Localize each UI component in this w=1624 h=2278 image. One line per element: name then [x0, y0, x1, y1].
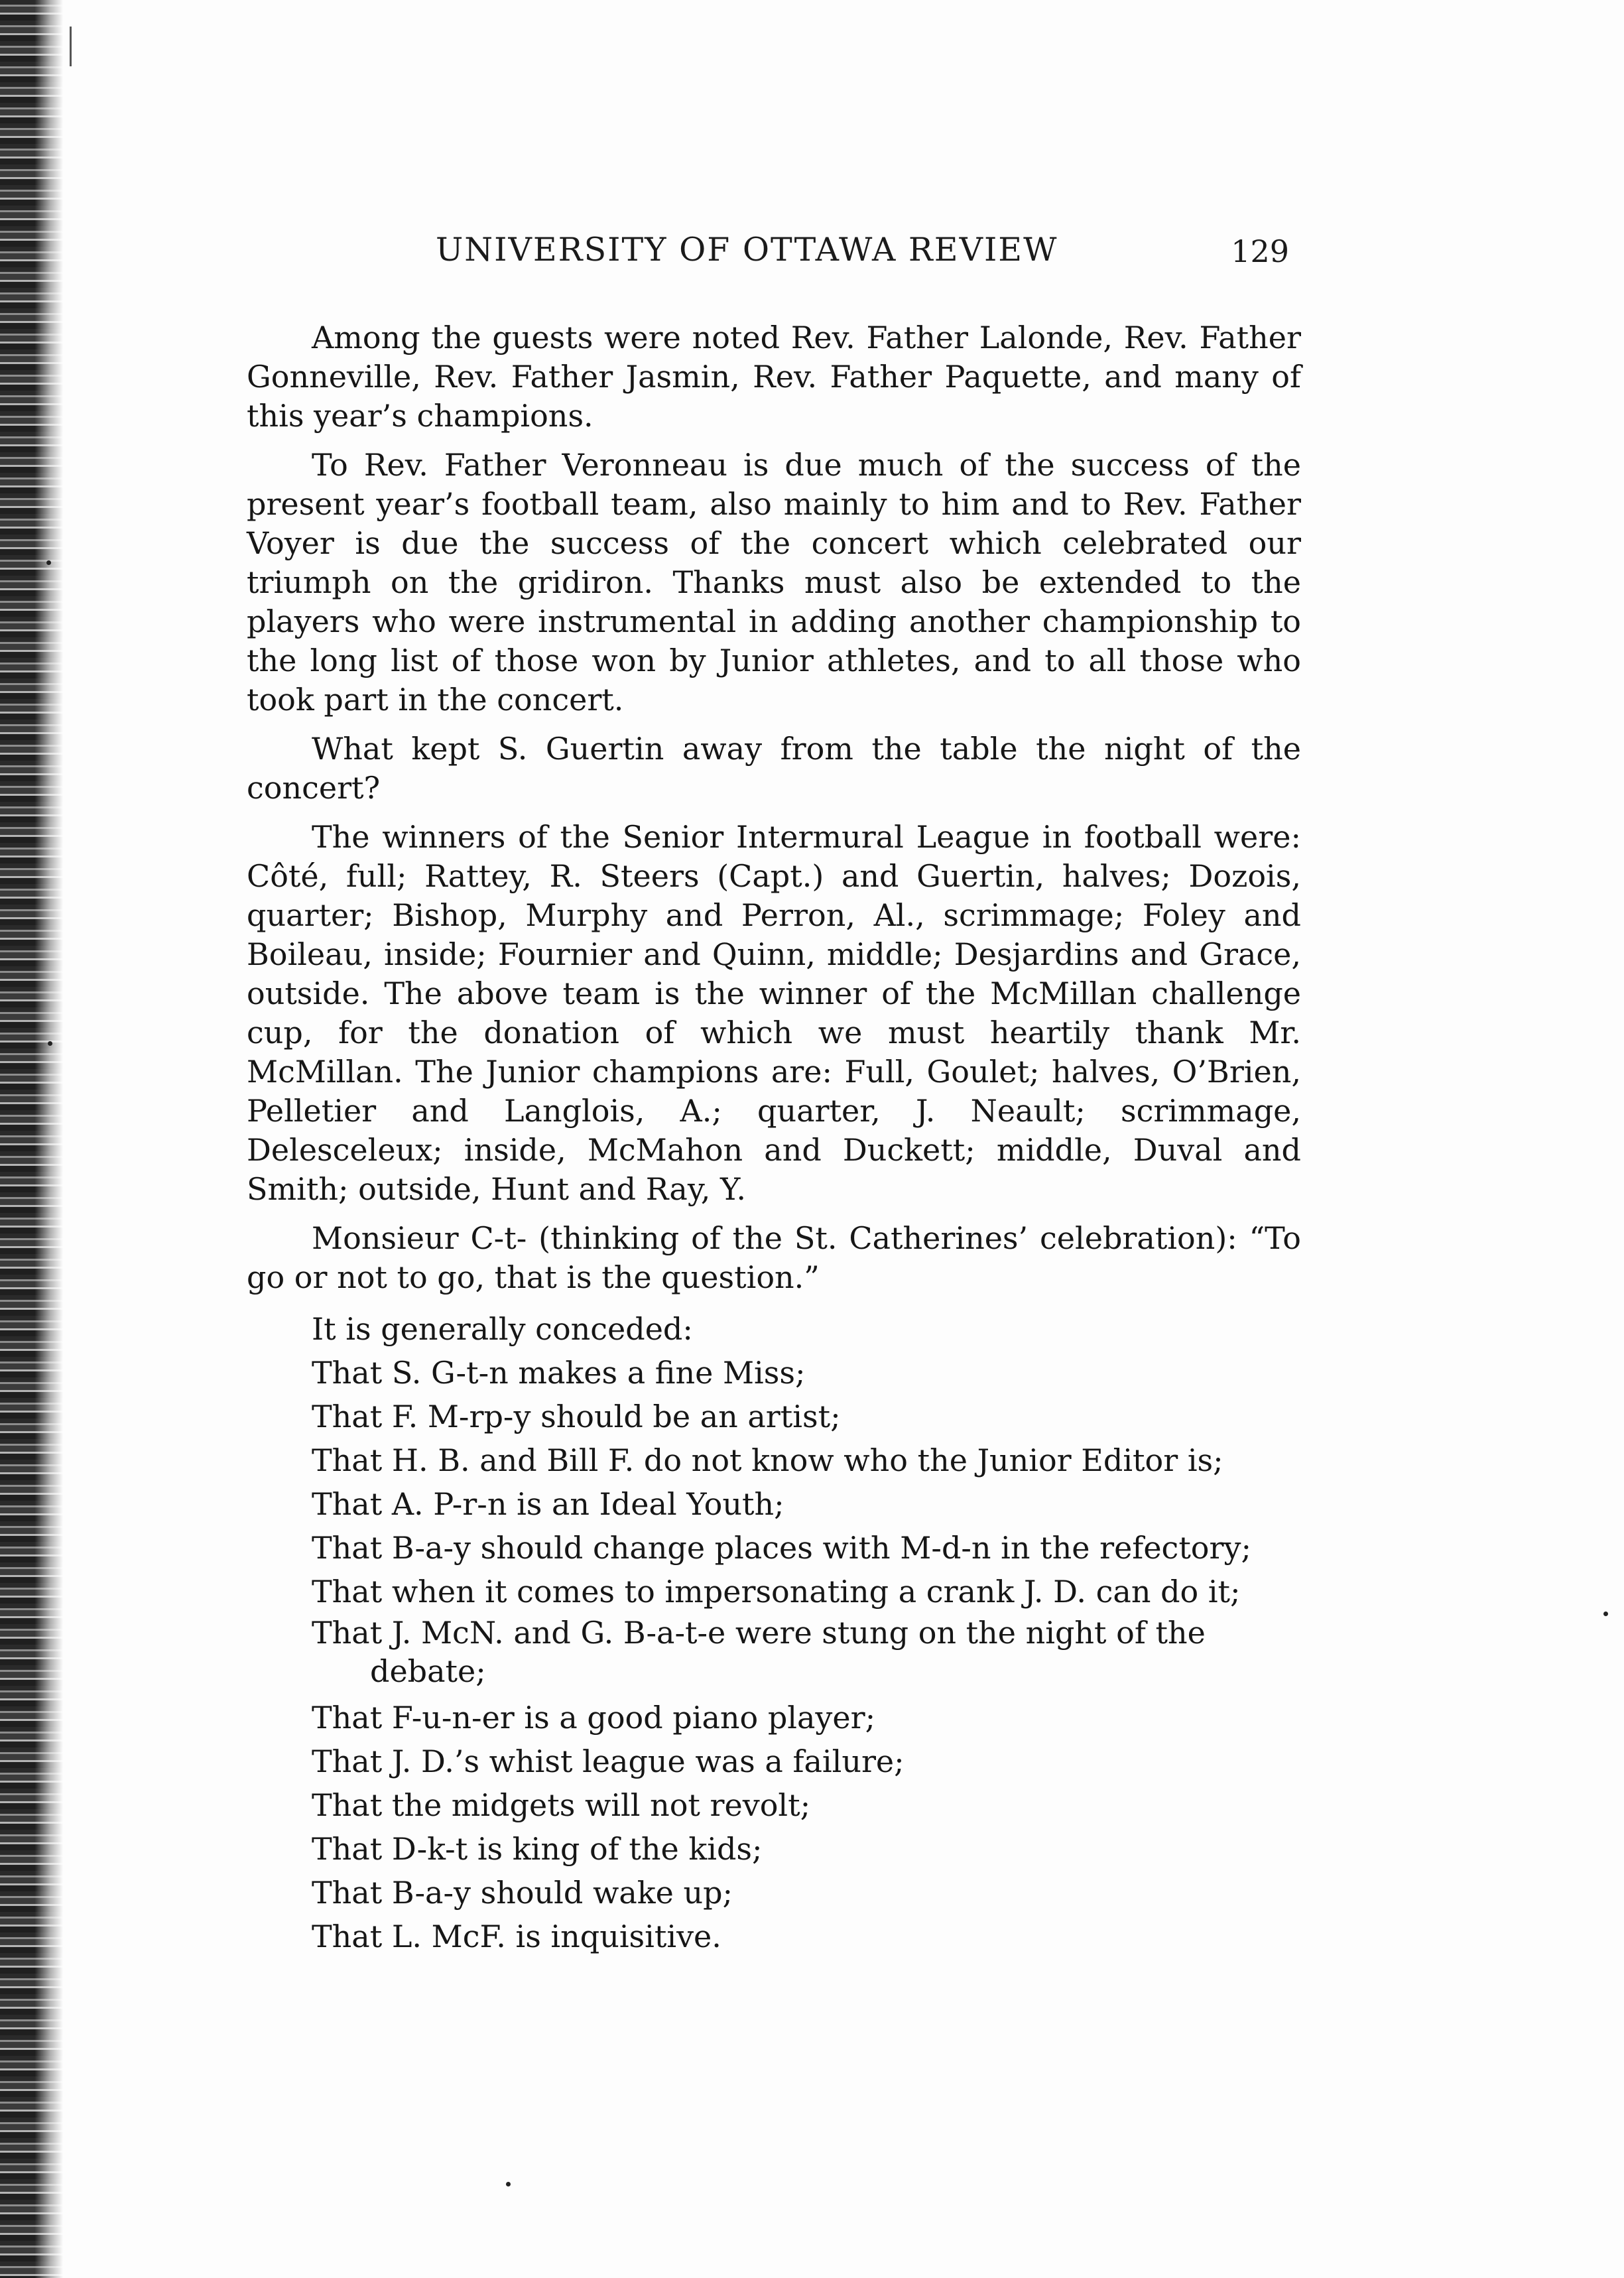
scan-speck: [48, 1041, 52, 1046]
list-item: That B-a-y should change places with M-d-n in the refectory;: [312, 1530, 1251, 1566]
conceded-intro: It is generally conceded:: [312, 1311, 693, 1347]
list-item: That F. M-rp-y should be an artist;: [312, 1399, 841, 1434]
scan-speck: [46, 560, 51, 565]
running-head: [247, 219, 1301, 279]
scan-mark: [70, 27, 72, 66]
list-item: That B-a-y should wake up;: [312, 1875, 733, 1911]
conceded-list: [247, 1307, 1301, 1958]
list-item: That F-u-n-er is a good piano player;: [312, 1700, 876, 1736]
paragraph-guests: Among the guests were noted Rev. Father Lalonde, Rev. Father Gonneville, Rev. Father Jasmin, Rev. Father Paquette, and many of this year’s champions.: [247, 320, 1301, 434]
list-item: That S. G-t-n makes a fine Miss;: [312, 1355, 806, 1391]
list-item: That L. McF. is inquisitive.: [312, 1919, 721, 1954]
paragraph-question: What kept S. Guertin away from the table the night of the concert?: [247, 731, 1301, 806]
journal-title: UNIVERSITY OF OTTAWA REVIEW: [436, 231, 1058, 269]
list-item-line: That J. McN. and G. B-a-t-e were stung on the night of the: [312, 1615, 1206, 1651]
list-item: [247, 1614, 1301, 1690]
binding-edge: [0, 0, 63, 2278]
article-body: [247, 318, 1301, 1958]
paragraph-monsieur: Monsieur C-t- (thinking of the St. Catherines’ celebration): “To go or not to go, that is the question.”: [247, 1220, 1301, 1295]
list-item: That H. B. and Bill F. do not know who the Junior Editor is;: [312, 1442, 1223, 1478]
page-number: 129: [1231, 233, 1289, 269]
scan-speck: [506, 2182, 511, 2186]
paragraph-thanks: To Rev. Father Veronneau is due much of the success of the present year’s football team, also mainly to him and to Rev. Father Voyer is due the success of the concert which celebrated our triumph on the gridiron. Thanks must also be extended to the players who were instrumental in adding another championship to the long list of those won by Junior athletes, and to all those who took part in the concert.: [247, 447, 1301, 718]
list-item: That when it comes to impersonating a crank J. D. can do it;: [312, 1574, 1241, 1610]
page-content: [247, 219, 1301, 1954]
list-item: That J. D.’s whist league was a failure;: [312, 1743, 905, 1779]
list-item: That D-k-t is king of the kids;: [312, 1831, 763, 1867]
scan-speck: [1603, 1612, 1608, 1616]
paragraph-winners: The winners of the Senior Intermural League in football were: Côté, full; Rattey, R. Steers (Capt.) and Guertin, halves; Dozois, quarter; Bishop, Murphy and Perron, Al., scrimmage; Foley and Boileau, inside; Fournier and Quinn, middle; Desjardins and Grace, outside. The above team is the winner of the McMillan challenge cup, for the donation of which we must heartily thank Mr. McMillan. The Junior champions are: Full, Goulet; halves, O’Brien, Pelletier and Langlois, A.; quarter, J. Neault; scrimmage, Delesceleux; inside, McMahon and Duckett; middle, Duval and Smith; outside, Hunt and Ray, Y.: [247, 819, 1301, 1207]
list-item: That A. P-r-n is an Ideal Youth;: [312, 1486, 784, 1522]
list-item: That the midgets will not revolt;: [312, 1787, 811, 1823]
list-item-continuation: debate;: [370, 1653, 486, 1689]
